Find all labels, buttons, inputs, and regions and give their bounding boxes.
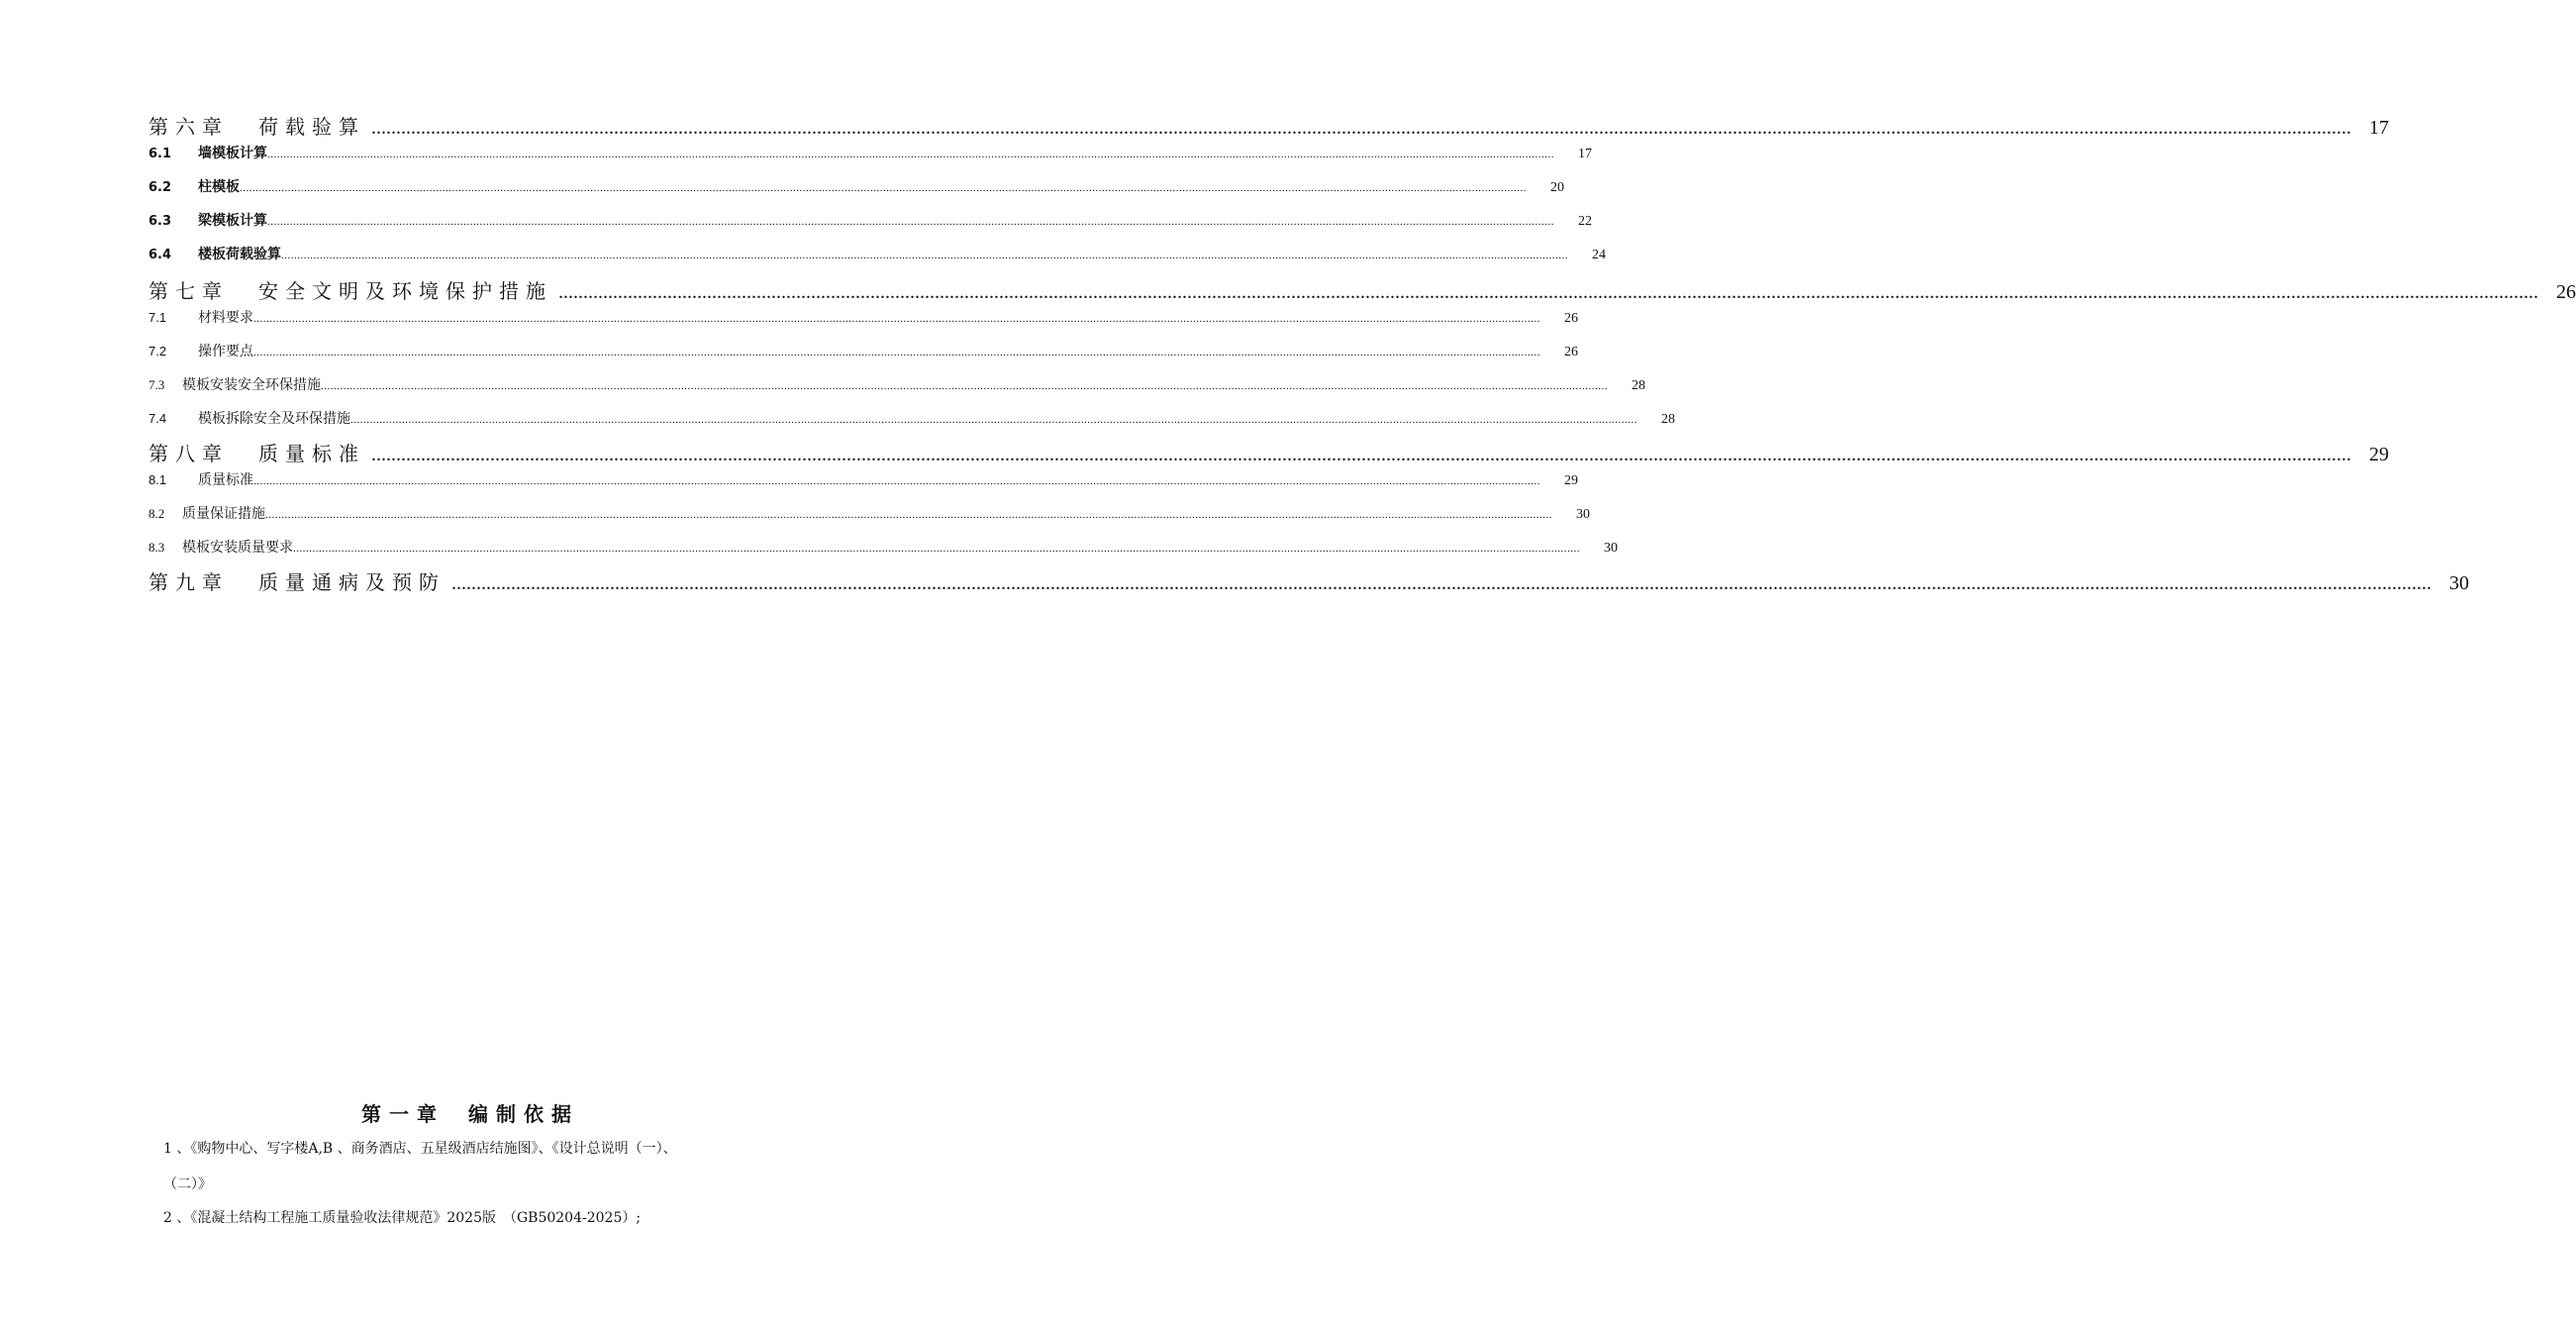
page-number: 24 xyxy=(1592,248,1606,262)
leader-dots: ................................................................................................................................................................................................................................................................................................................................................................................................................ xyxy=(267,149,1554,160)
chapter-title: 质量标准 xyxy=(258,442,365,465)
chapter-number: 第一章 xyxy=(361,1102,445,1126)
section-number: 7.4 xyxy=(149,411,167,426)
page-number: 30 xyxy=(2449,572,2469,594)
paragraph-item-1-line-1: 1 、《购物中心、写字楼A,B 、商务酒店、五星级酒店结施图》、《设计总说明（一）、 xyxy=(163,1141,677,1157)
leader-dots: ................................................................................................................................................................................................................................................................................................................................................................................................................ xyxy=(253,313,1540,325)
chapter-heading xyxy=(0,1098,941,1127)
page-number: 29 xyxy=(2369,444,2389,465)
section-title: 质量标准 xyxy=(198,472,253,488)
chapter-title: 编制依据 xyxy=(468,1102,579,1126)
section-title: 柱模板 xyxy=(198,179,240,195)
chapter-title: 荷载验算 xyxy=(258,115,365,139)
chapter-number: 第八章 xyxy=(149,442,229,465)
section-number: 8.2 xyxy=(149,506,165,521)
section-number: 7.1 xyxy=(149,310,167,325)
leader-dots: ................................................................................................................................................................................................................................................................................................................................................................................................................ xyxy=(267,216,1554,228)
page-number: 29 xyxy=(1564,473,1578,488)
section-number: 8.1 xyxy=(149,472,167,487)
page-number: 28 xyxy=(1632,378,1645,393)
section-number: 6.4 xyxy=(149,248,172,262)
leader-dots: ................................................................................................................................................................................................................................................................................................................................................................................................................ xyxy=(253,347,1540,358)
chapter-number: 第七章 xyxy=(149,279,229,303)
page-number: 30 xyxy=(1604,541,1618,556)
toc-section-8-1[interactable] xyxy=(149,469,1578,503)
section-title: 材料要求 xyxy=(198,310,253,326)
page-number: 26 xyxy=(2556,281,2576,303)
toc-section-7-4[interactable] xyxy=(149,408,1675,438)
page-number: 26 xyxy=(1564,311,1578,326)
toc-chapter-8[interactable] xyxy=(149,438,2389,469)
chapter-number: 第九章 xyxy=(149,570,229,594)
toc-section-7-2[interactable] xyxy=(149,341,1578,374)
page-number: 28 xyxy=(1661,412,1675,427)
page-number: 26 xyxy=(1564,345,1578,359)
toc-section-6-1[interactable] xyxy=(149,143,1592,176)
section-number: 8.3 xyxy=(149,540,165,555)
toc-section-6-2[interactable] xyxy=(149,176,1564,210)
toc-section-6-4[interactable] xyxy=(149,244,1606,275)
leader-dots: ................................................................................................................................................................................................................................................................................................................................................................................................................ xyxy=(281,250,1568,261)
leader-dots: ................................................................................................................................................................................................................................................................................................................................................................................................................ xyxy=(371,117,2351,139)
toc-section-7-3[interactable] xyxy=(149,374,1645,408)
leader-dots: ................................................................................................................................................................................................................................................................................................................................................................................................................ xyxy=(240,182,1527,194)
section-title: 梁模板计算 xyxy=(198,213,267,229)
paragraph-item-1-line-2: （二）》 xyxy=(163,1177,212,1192)
section-title: 操作要点 xyxy=(198,344,253,359)
toc-chapter-7[interactable] xyxy=(149,275,2576,307)
section-number: 6.2 xyxy=(149,180,172,195)
leader-dots: ................................................................................................................................................................................................................................................................................................................................................................................................................ xyxy=(293,543,1580,555)
toc-section-6-3[interactable] xyxy=(149,210,1592,244)
chapter-title: 安全文明及环境保护措施 xyxy=(258,279,552,303)
section-number: 6.3 xyxy=(149,214,172,229)
leader-dots: ................................................................................................................................................................................................................................................................................................................................................................................................................ xyxy=(321,380,1608,392)
toc-chapter-6[interactable] xyxy=(149,111,2389,143)
leader-dots: ................................................................................................................................................................................................................................................................................................................................................................................................................ xyxy=(371,444,2351,465)
leader-dots: ................................................................................................................................................................................................................................................................................................................................................................................................................ xyxy=(451,572,2431,594)
toc-chapter-9[interactable] xyxy=(149,566,2469,598)
section-title: 模板安装安全环保措施 xyxy=(182,377,321,393)
page-number: 17 xyxy=(1578,147,1592,161)
chapter-number: 第六章 xyxy=(149,115,229,139)
leader-dots: ................................................................................................................................................................................................................................................................................................................................................................................................................ xyxy=(265,509,1552,521)
table-of-contents xyxy=(149,111,2576,598)
section-number: 7.2 xyxy=(149,344,167,358)
toc-section-8-2[interactable] xyxy=(149,503,1590,537)
leader-dots: ................................................................................................................................................................................................................................................................................................................................................................................................................ xyxy=(350,414,1637,426)
chapter-title: 质量通病及预防 xyxy=(258,570,446,594)
toc-section-8-3[interactable] xyxy=(149,537,1618,566)
page-number: 20 xyxy=(1550,180,1564,195)
section-number: 7.3 xyxy=(149,377,165,392)
section-title: 模板安装质量要求 xyxy=(182,540,293,556)
paragraph-item-2: 2 、《混凝土结构工程施工质量验收法律规范》2025版 （GB50204-2025）; xyxy=(163,1210,642,1226)
page-number: 17 xyxy=(2369,117,2389,139)
section-title: 墙模板计算 xyxy=(198,146,267,161)
leader-dots: ................................................................................................................................................................................................................................................................................................................................................................................................................ xyxy=(558,281,2538,303)
toc-section-7-1[interactable] xyxy=(149,307,1578,341)
page-number: 30 xyxy=(1576,507,1590,522)
leader-dots: ................................................................................................................................................................................................................................................................................................................................................................................................................ xyxy=(253,475,1540,487)
section-title: 楼板荷载验算 xyxy=(198,247,281,262)
section-number: 6.1 xyxy=(149,147,172,161)
page-number: 22 xyxy=(1578,214,1592,229)
section-title: 模板拆除安全及环保措施 xyxy=(198,411,350,427)
section-title: 质量保证措施 xyxy=(182,506,265,522)
